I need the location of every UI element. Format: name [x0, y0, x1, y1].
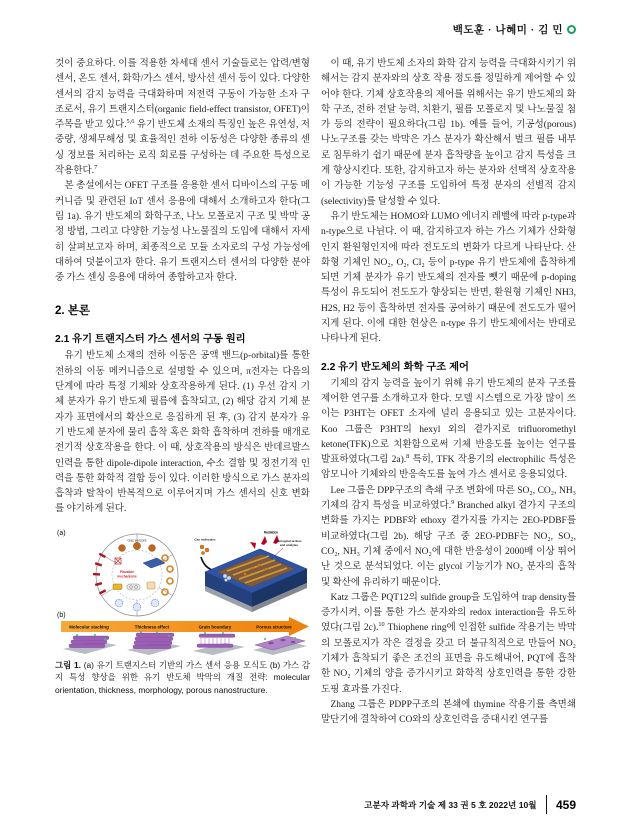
figure-1-graphic	[55, 527, 310, 655]
page-footer	[364, 795, 576, 814]
mini-battery-icon	[113, 584, 122, 590]
paragraph: 유기 반도체는 HOMO와 LUMO 에너지 레벨에 따라 p-type과 n-type으로 나뉜다. 이 때, 감지하고자 하는 가스 기체가 산화형인지 환원형인지에 따라 전도도의 변화가 다르게 나타난다. 산화형 기체인 NO₂, O₂, Cl₂ 등이 p-type 유기 반도체에 흡착하게 되면 기체 분자가 유기 반도체의 전자를 뺏기 때문에 p-doping 특성이 유도되어 전도도가 향상되는 반면, 환원형 기체인 NH3, H2S, H2 등이 흡착하면 전자를 공여하기 때문에 전도도가 떨어지게 된다. 이에 대한 현상은 n-type 유기 반도체에서는 반대로 나타나게 된다.	[321, 211, 576, 345]
page-number: 459	[555, 797, 576, 812]
paragraph-text: Thiophene ring에 인접한 sulfide 작용기는 박막의 모폴로지가 작은 결정을 갖고 더 불규칙적으로 만들어 NO₂ 기체가 흡착되기 좋은 조건의 표면을 유도해내어, PQT에 흡착한 NO₂ 기체의 양을 증가시키고 화학적 상호인력을 통한 강한 도핑 효과를 가진다.	[321, 623, 576, 695]
paragraph	[321, 484, 576, 591]
paragraph	[321, 377, 576, 484]
journal-title: 고분자 과학과 기술 제 33 권 5 호 2022년 10월	[364, 799, 537, 810]
sensor-ring-diagram	[93, 534, 178, 616]
film-structure-thickness-effect	[127, 631, 181, 655]
paragraph-text: Branched alkyl 곁가지 구조의 변화를 가지는 PDBF와 ethoxy 곁가지를 가지는 2EO-PDBF를 비교하였다(그림 2b). 해당 구조 중 2EO-PDBF는 NO₂, SO₂, CO₂, NH₃ 기체 중에서 NO₂에 대한 반응성이 2000배 이상 뛰어난 것으로 분석되었다. 이는 glycol 기능기가 NO₂ 분자의 흡착 및 확산에 유리하기 때문이다.	[321, 501, 576, 588]
panel-a-label: (a)	[57, 529, 66, 537]
paragraph-text: 기체의 감지 능력을 높이기 위해 유기 반도체의 분자 구조를 제어한 연구를 소개하고자 한다. 모델 시스템으로 가장 많이 쓰이는 P3HT는 OFET 소자에 널리 응용되고 있는 고분자이다. Koo 그룹은 P3HT의 hexyl 외의 곁가지로 trifluoromethyl ketone(TFK)으로 치환함으로써 기체 반응도를 높이는 연구를 발표하였다(그림 2a).	[321, 378, 576, 466]
left-column	[55, 57, 310, 769]
authors-text: 백도훈 · 나혜미 · 김 민	[452, 24, 563, 36]
right-column	[321, 57, 576, 769]
footer-divider	[546, 795, 547, 814]
paragraph: Zhang 그룹은 PDPP구조의 본쇄에 thymine 작용기를 측면쇄 말단기에 결착하여 CO와의 상호인력을 증대시킨 연구를	[321, 699, 576, 726]
two-column-body	[55, 57, 576, 769]
strategy-label-thickness-effect: Thickness effect	[134, 624, 170, 630]
mini-sensor-icon	[147, 582, 155, 589]
citation-superscript: 5,6	[126, 118, 135, 126]
caption-tag: 그림 1.	[55, 659, 81, 670]
paragraph: 본 총설에서는 OFET 구조를 응용한 센서 디바이스의 구동 메커니즘 및 관련된 IoT 센서 응용에 대해서 소개하고자 한다(그림 1a). 유기 반도체의 화학구조, 나노 모폴로지 구조 및 박막 공정 방법, 그리고 다양한 기능성 나노물질의 도입에 대해서 자세히 살펴보고자 하며, 최종적으로 모듈 소자로의 구성 가능성에 대하여 덧붙이고자 한다. 유기 트랜지스터 센서의 다양한 분야 중 가스 센싱 응용에 대하여 종합하고자 한다.	[55, 181, 310, 284]
ring-gas-sensors-label: Gas sensors	[127, 538, 147, 543]
bio-probes-label-line1: Biological probes	[276, 538, 302, 543]
paragraph-text: Lee 그룹은 DPP구조의 측쇄 구조 변화에 따른 SO₂, CO₂, NH₃ 기체의 감지 특성을 비교하였다.	[321, 485, 576, 512]
paragraph-text: Katz 그룹은 PQT12의 sulfide group을 도입하여 trap density를 증가시켜, 이를 통한 가스 분자와의 redox interaction을 유도하였다(그림 2c).	[321, 592, 576, 634]
figure-1-caption	[55, 659, 310, 697]
radiation-arrow-icons	[250, 535, 279, 549]
orcid-icon	[567, 25, 576, 34]
citation-superscript: 8	[406, 452, 410, 460]
paragraph-text: 유기 반도체 소재의 특징인 높은 유연성, 저중량, 생체무해성 및 효율적인 전하 이동성은 다양한 종류의 센싱 정보를 처리하는 로직 회로를 구성하는 데 주요한 특성으로 작용한다.	[55, 120, 310, 177]
film-structure-molecular-stacking	[63, 634, 117, 654]
paragraph-text: 것이 중요하다. 이를 적용한 차세대 센서 기술들로는 압력/변형 센서, 온도 센서, 화학/가스 센서, 방사선 센서 등이 있다. 다양한 센서의 감지 능력을 극대화하며 저전력 구동이 가능한 소자 구조로서, 유기 트랜지스터(organic field-effect transistor, OFET)이 주목을 받고 있다.	[55, 59, 310, 131]
citation-superscript: 7	[94, 163, 98, 171]
gas-molecule-icons	[200, 545, 209, 555]
citation-superscript: 10	[378, 621, 385, 629]
paragraph	[321, 591, 576, 698]
strategy-label-molecular-stacking: Molecular stacking	[69, 624, 109, 630]
section-heading: 2. 본론	[55, 305, 91, 318]
paragraph-text: 특히, TFK 작용기의 electrophilic 특성은 암모니아 기체와의 반응속도를 높여 가스 센서로 응용되었다.	[321, 455, 576, 481]
strategy-label-porous-structure: Porous structure	[256, 624, 292, 630]
center-label-line2: mechanisms	[117, 574, 137, 579]
figure-1	[55, 527, 310, 655]
paragraph: 유기 반도체 소재의 전하 이동은 공액 밴드(p-orbital)를 통한 전하의 이동 메커니즘으로 설명할 수 있으며, π전자는 다음의 단계에 따라 특정 기체와 상호작용하게 된다. (1) 우선 감지 기체 분자가 유기 반도체 필름에 흡착되고, (2) 해당 감지 기체 분자가 표면에서의 확산으로 응집하게 된 후, (3) 감지 분자가 유기 반도체 분자에 물리 흡착 혹은 화학 흡착하며 전하를 매개로 전기적 상호작용을 한다. 이 때, 상호작용의 방식은 반데르발스 인력을 통한 dipole-dipole interaction, 수소 결합 및 정전기적 인력을 통한 화학적 결합 등이 있다. 이러한 방식으로 가스 분자의 흡착과 탈착이 반복적으로 이루어지며 가스 센서의 신호 변화를 야기하게 된다.	[55, 351, 310, 515]
mini-device-icon	[127, 584, 140, 590]
film-structure-grain-boundary	[193, 632, 245, 655]
author-line	[55, 22, 576, 37]
caption-text: (a) 유기 트랜지스터 기반의 가스 센서 응용 모식도 (b) 가스 감지 특성 향상을 위한 유기 반도체 박막의 개질 전략: molecular orientation, thickness, morphology, porous nanostructure.	[55, 659, 310, 695]
gas-molecules-label: Gas molecules	[194, 537, 216, 542]
subsection-heading-2-2: 2.2 유기 반도체의 화학 구조 제어	[321, 361, 469, 373]
citation-superscript: 9	[451, 498, 455, 506]
film-structure-porous	[253, 636, 307, 655]
strategy-arrow	[61, 617, 309, 636]
strategy-label-grain-boundary: Grain boundary	[198, 624, 232, 630]
radiation-label: Radiation	[263, 530, 279, 535]
paragraph	[55, 57, 310, 179]
paragraph: 이 때, 유기 반도체 소자의 화학 감지 능력을 극대화시키기 위해서는 감지 분자와의 상호 작용 정도를 정밀하게 제어할 수 있어야 한다. 기체 상호작용의 제어를 위해서는 유기 반도체의 화학 구조, 전하 전달 능력, 치환기, 필름 모폴로지 및 나노물질 첨가 등의 전략이 필요하다(그림 1b). 예를 들어, 기공성(porous) 나노구조를 갖는 박막은 가스 분자가 확산해서 벌크 필름 내부로 침투하기 쉽기 때문에 분자 흡착량을 높이고 감지 특성을 크게 향상시킨다. 또한, 감지하고자 하는 분자와 선택적 상호작용이 가능한 기능성 구조를 도입하여 특정 분자의 선별적 감지(selectivity)를 달성할 수 있다.	[321, 59, 576, 207]
sensor-chip-illustration	[194, 530, 307, 612]
center-label-line1: Plausible	[120, 569, 134, 574]
subsection-heading-2-1: 2.1 유기 트랜지스터 가스 센서의 구동 원리	[55, 334, 246, 346]
panel-b-label: (b)	[57, 611, 66, 619]
bio-probes-label-line2: and analytes	[279, 542, 299, 547]
